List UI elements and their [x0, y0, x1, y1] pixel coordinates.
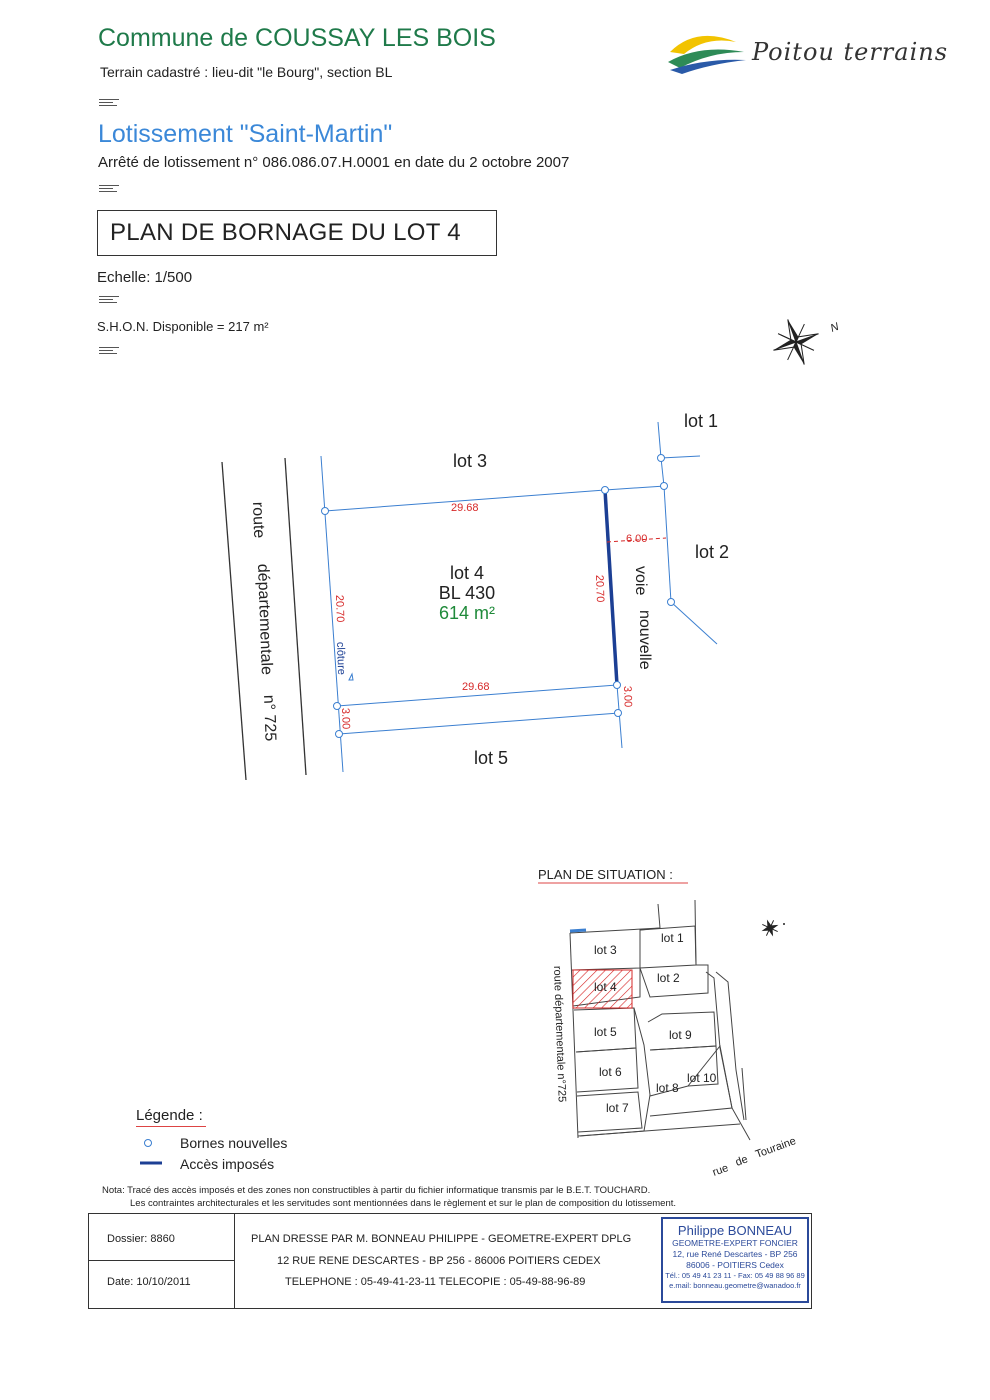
access-imposed-line [605, 490, 617, 685]
north-arrow-icon [766, 310, 846, 374]
road-label-departementale: départementale [254, 563, 275, 676]
situation-lot4: lot 4 [594, 980, 617, 994]
road-edge-right [285, 458, 306, 775]
situation-lot3: lot 3 [594, 943, 617, 957]
dim-top: 29.68 [451, 502, 479, 514]
terrain-subtitle: Terrain cadastré : lieu-dit "le Bourg", section BL [100, 64, 393, 80]
road-label-route: route [249, 501, 268, 539]
borne-marker [668, 599, 675, 606]
note-line-1: Nota: Tracé des accès imposés et des zones non constructibles à partir du fichier informatique transmis par le B.E.T. TOUCHARD. [102, 1185, 651, 1196]
situation-lot6: lot 6 [599, 1065, 622, 1079]
situation-title: PLAN DE SITUATION : [538, 867, 673, 882]
north-label: N [828, 320, 841, 335]
paragraph-mark [99, 185, 119, 197]
stamp-mail: e.mail: bonneau.geometre@wanadoo.fr [669, 1281, 801, 1290]
dim-left: 20.70 [333, 594, 346, 623]
logo-text: Poitou terrains [752, 38, 949, 66]
situation-lot2: lot 2 [657, 971, 680, 985]
title-block [88, 1213, 812, 1309]
dim-six: 6.00 [626, 533, 648, 545]
borne-marker [336, 731, 343, 738]
dossier-number: Dossier: 8860 [107, 1233, 175, 1245]
situation-lot1: lot 1 [661, 931, 684, 945]
surveyor-line: PLAN DRESSE PAR M. BONNEAU PHILIPPE - GEOMETRE-EXPERT DPLG [251, 1233, 632, 1245]
paragraph-mark [99, 347, 119, 359]
situation-lot8: lot 8 [656, 1081, 679, 1095]
lot5-label: lot 5 [474, 748, 509, 768]
surveyor-phone: TELEPHONE : 05-49-41-23-11 TELECOPIE : 05-49-88-96-89 [285, 1276, 586, 1288]
borne-marker [661, 483, 668, 490]
plan-title: PLAN DE BORNAGE DU LOT 4 [97, 210, 497, 256]
dim-bottom: 29.68 [462, 681, 490, 693]
lot2-label: lot 2 [695, 542, 730, 562]
situation-rue-de: de [733, 1153, 750, 1169]
voie-label-nouvelle: nouvelle [636, 610, 653, 670]
borne-marker [614, 682, 621, 689]
situation-lot5: lot 5 [594, 1025, 617, 1039]
lotissement-title: Lotissement "Saint-Martin" [98, 120, 393, 148]
lot4-name: lot 4 [449, 563, 485, 583]
legend-underline [136, 1126, 206, 1127]
legend-borne-icon [145, 1140, 152, 1147]
legend-symbols [140, 1137, 170, 1167]
paragraph-mark [99, 296, 119, 308]
road-edge-left [222, 462, 246, 780]
surveyor-address: 12 RUE RENE DESCARTES - BP 256 - 86006 POITIERS CEDEX [277, 1255, 601, 1267]
borne-marker [615, 710, 622, 717]
stamp-title: GEOMETRE-EXPERT FONCIER [672, 1238, 798, 1248]
dim-three-left: 3.00 [339, 707, 352, 730]
lot1-label: lot 1 [684, 411, 719, 431]
situation-road-label: route départementale n°725 [551, 965, 568, 1103]
situation-lot7: lot 7 [606, 1101, 629, 1115]
commune-title: Commune de COUSSAY LES BOIS [98, 24, 496, 52]
dim-three-right: 3.00 [621, 685, 634, 708]
shon-text: S.H.O.N. Disponible = 217 m² [97, 319, 269, 334]
voie-label-voie: voie [632, 566, 649, 596]
legend-item-bornes: Bornes nouvelles [180, 1135, 288, 1151]
borne-marker [658, 455, 665, 462]
lot4-ref: BL 430 [438, 583, 496, 603]
note-line-2: Les contraintes architecturales et les servitudes sont mentionnées dans le règlement et sur le plan de composition du lotissement. [130, 1198, 677, 1209]
surveyor-stamp [661, 1217, 809, 1303]
situation-lot9: lot 9 [669, 1028, 692, 1042]
borne-marker [602, 487, 609, 494]
stamp-tel: Tél.: 05 49 41 23 11 - Fax: 05 49 88 96 89 [665, 1271, 805, 1280]
situation-lot10: lot 10 [687, 1071, 717, 1085]
situation-north-icon [758, 916, 781, 939]
lot3-label: lot 3 [453, 451, 488, 471]
legend-item-acces: Accès imposés [180, 1156, 275, 1172]
scale-text: Echelle: 1/500 [97, 269, 193, 286]
dim-right: 20.70 [593, 574, 606, 603]
lot5-top-boundary [339, 713, 619, 734]
legend-title: Légende : [136, 1107, 203, 1124]
poitou-terrains-logo-icon [666, 28, 750, 74]
stamp-addr1: 12, rue René Descartes - BP 256 [672, 1249, 798, 1259]
plan-date: Date: 10/10/2011 [107, 1276, 191, 1288]
paragraph-mark [99, 99, 119, 111]
stamp-addr2: 86006 - POITIERS Cedex [686, 1260, 784, 1270]
situation-rue-touraine: Touraine [753, 1135, 798, 1161]
situation-plan [520, 860, 820, 1180]
stamp-name: Philippe BONNEAU [677, 1223, 793, 1238]
situation-rue-rue: rue [710, 1162, 730, 1179]
lot4-area: 614 m² [438, 603, 496, 623]
bornage-plan [0, 390, 990, 810]
road-label-number: n° 725 [260, 694, 279, 742]
borne-marker [322, 508, 329, 515]
arrete-text: Arrêté de lotissement n° 086.086.07.H.0001 en date du 2 octobre 2007 [98, 154, 570, 171]
cloture-label: clôture [334, 641, 348, 676]
